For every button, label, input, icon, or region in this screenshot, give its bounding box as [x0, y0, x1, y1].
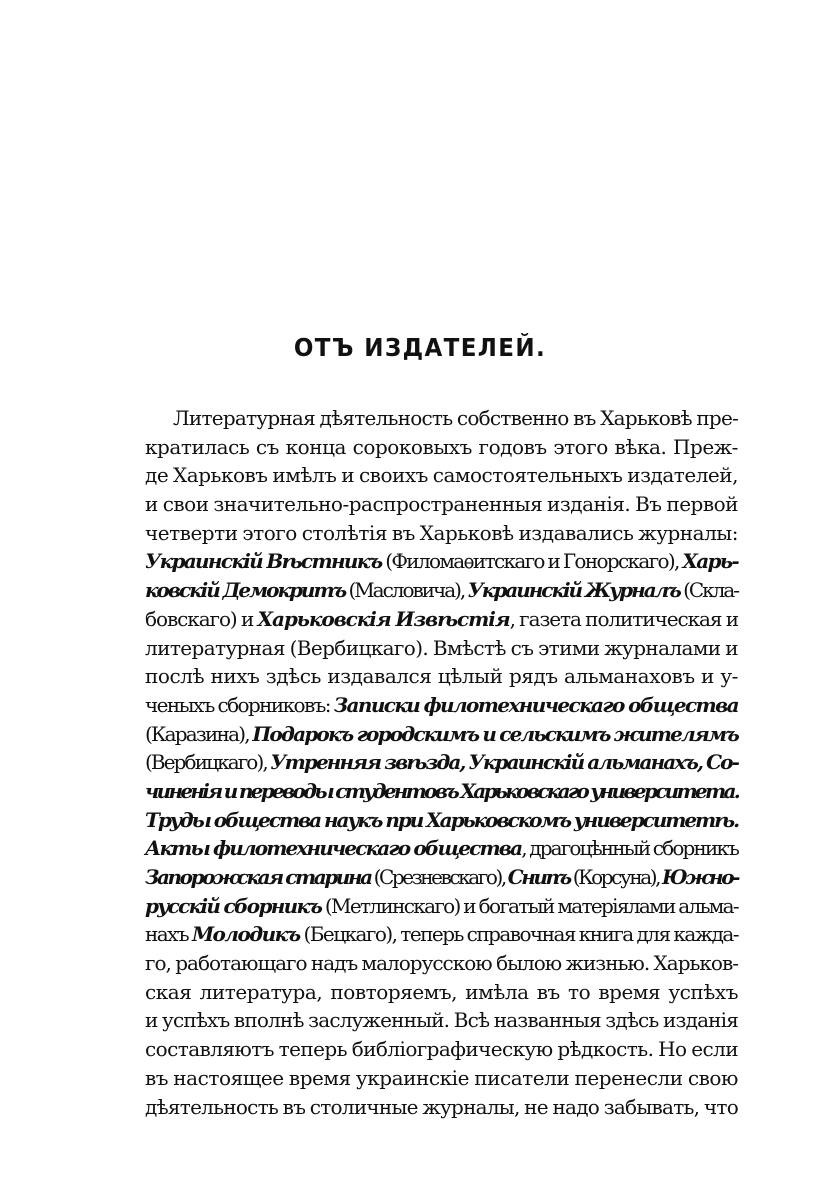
page-title: ОТЪ ИЗДАТЕЛЕЙ.	[293, 333, 547, 362]
italic-title: русскій сборникъ	[145, 893, 322, 918]
text-run: (Метлинскаго) и богатый матеріялами альма-	[321, 893, 738, 918]
text-line	[145, 720, 738, 749]
italic-title: Молодикъ	[191, 922, 300, 947]
text-line	[145, 433, 738, 462]
text-line	[145, 576, 738, 605]
text-run: ская литература, повторяемъ, имѣла въ то время успѣхъ	[145, 979, 738, 1004]
text-run: нахъ	[145, 922, 192, 947]
text-line	[145, 978, 738, 1007]
text-line	[145, 863, 738, 892]
text-run: (Каразина),	[145, 721, 253, 746]
text-run: четверти этого столѣтія въ Харьковѣ издавались журналы:	[145, 520, 738, 545]
italic-title: Украинскій Журналъ	[467, 578, 680, 603]
text-line	[145, 1035, 738, 1064]
text-run: кратилась съ конца сороковыхъ годовъ этого вѣка. Преж-	[145, 434, 738, 459]
text-run: литературная (Вербицкаго). Вмѣстѣ съ этими журналами и	[145, 635, 738, 660]
text-line	[145, 519, 738, 548]
text-run: и свои значительно-распространенныя изданія. Въ первой	[145, 492, 738, 517]
italic-title: Украинскій Вѣстникъ	[145, 549, 382, 574]
text-line	[145, 892, 738, 921]
text-run: и успѣхъ вполнѣ заслуженный. Всѣ названныя здѣсь изданія	[145, 1008, 738, 1033]
text-run: (Бецкаго), теперь справочная книга для кажда-	[299, 922, 738, 947]
text-line	[145, 748, 738, 777]
italic-title: Утренняя звѣзда, Украинскій альманахъ, Со-	[270, 750, 738, 775]
text-line	[145, 691, 738, 720]
text-run: составляютъ теперь библіографическую рѣдкость. Но если	[145, 1037, 738, 1062]
text-line	[145, 1006, 738, 1035]
text-line	[145, 1093, 738, 1122]
text-run: (Скла-	[679, 578, 738, 603]
italic-title: Записки филотехническаго общества	[333, 692, 738, 717]
italic-title: Харьковскія Извѣстія	[257, 606, 510, 631]
text-run: , драгоцѣнный сборникъ	[521, 836, 738, 861]
text-line	[145, 806, 738, 835]
text-run: го, работающаго надъ малорусскою былою жизнью. Харьков-	[145, 951, 738, 976]
text-run: (Вербицкаго),	[145, 750, 271, 775]
italic-title: Харь-	[682, 549, 738, 574]
text-line	[145, 834, 738, 863]
text-run: (Срезневскаго),	[370, 865, 508, 889]
text-line	[145, 461, 738, 490]
italic-title: Акты филотехническаго общества	[145, 836, 522, 861]
italic-title: Труды общества наукъ при Харьковскомъ университетѣ.	[145, 807, 738, 832]
body-paragraph	[145, 404, 738, 1121]
text-run: Литературная дѣятельность собственно въ Харьковѣ пре-	[173, 406, 738, 430]
text-line	[145, 634, 738, 663]
text-run: ченыхъ сборниковъ:	[145, 692, 334, 717]
italic-title: чиненія и переводы студентовъ Харьковскаго университета.	[145, 778, 738, 803]
text-run: де Харьковъ имѣлъ и своихъ самостоятельныхъ издателей,	[145, 463, 738, 488]
text-line	[145, 547, 738, 576]
italic-title: Подарокъ городскимъ и сельскимъ жителямъ	[252, 721, 738, 746]
text-run: (Масловича),	[345, 578, 468, 603]
text-run: (Филомаѳитскаго и Гонорскаго),	[381, 549, 683, 574]
text-line	[145, 777, 738, 806]
text-run: въ настоящее время украинскіе писатели перенесли свою	[145, 1065, 738, 1090]
text-line	[145, 920, 738, 949]
text-line	[145, 949, 738, 978]
text-run: , газета политическая и	[509, 606, 738, 631]
text-line	[145, 662, 738, 691]
text-line	[145, 1064, 738, 1093]
italic-title: Южно-	[662, 865, 739, 889]
text-line	[145, 404, 738, 433]
text-run: дѣятельность въ столичные журналы, не надо забывать, что	[145, 1094, 738, 1119]
text-line	[145, 490, 738, 519]
italic-title: Запорожская старина	[145, 865, 371, 889]
text-line	[145, 605, 738, 634]
italic-title: Снипъ	[507, 865, 570, 889]
text-run: (Корсуна),	[569, 865, 663, 889]
text-run: бовскаго) и	[145, 606, 258, 631]
text-run: послѣ нихъ здѣсь издавался цѣлый рядъ альманаховъ и у-	[145, 664, 738, 689]
italic-title: ковскій Демокритъ	[145, 578, 346, 603]
